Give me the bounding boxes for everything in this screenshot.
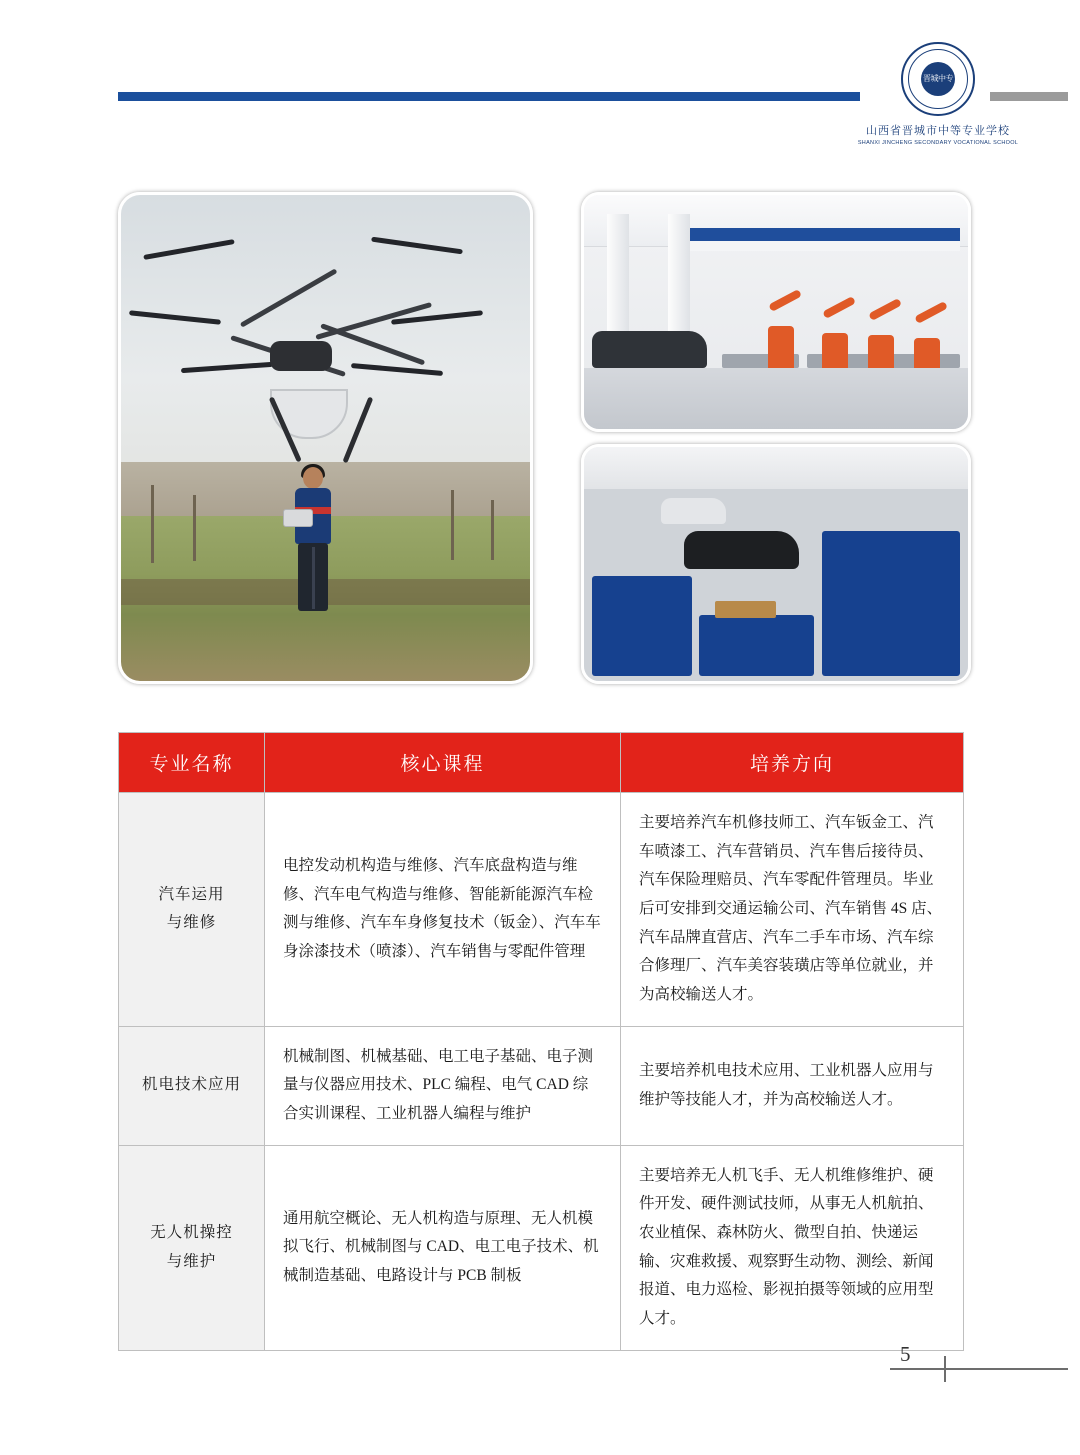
tree-icon <box>451 490 454 560</box>
majors-table <box>118 732 964 1351</box>
industrial-robot-arm <box>768 326 794 368</box>
remote-controller-icon <box>283 509 313 527</box>
podium-table <box>715 601 776 617</box>
header-blue-rule <box>118 92 860 101</box>
school-name-cn: 山西省晋城市中等专业学校 <box>866 125 1010 137</box>
school-name-en: SHANXI JINCHENG SECONDARY VOCATIONAL SCHOOL <box>857 140 1019 146</box>
page-header <box>0 0 1080 175</box>
lab-floor <box>584 368 968 429</box>
industrial-robot-arm <box>914 338 940 368</box>
page-footer <box>0 1340 1080 1400</box>
column-header-core-courses: 核心课程 <box>265 733 621 793</box>
cell-core-courses: 电控发动机构造与维修、汽车底盘构造与维修、汽车电气构造与维修、智能新能源汽车检测与维修、汽车车身修复技术（钣金）、汽车车身涂漆技术（喷漆）、汽车销售与零配件管理 <box>265 793 621 1027</box>
student-figure <box>289 467 337 617</box>
industrial-robot-arm <box>868 335 894 368</box>
table-header-row <box>119 733 964 793</box>
table-row <box>119 793 964 1027</box>
school-seal-icon <box>901 42 975 116</box>
seated-students-group <box>699 615 814 676</box>
cell-major-name: 汽车运用 与维修 <box>119 793 265 1027</box>
auto-assembly-hall-photo <box>581 444 971 684</box>
cell-training-direction: 主要培养无人机飞手、无人机维修维护、硬件开发、硬件测试技师，从事无人机航拍、农业植保、森林防火、微型自拍、快递运输、灾难救援、观察野生动物、测绘、新闻报道、电力巡检、影视拍摄等领域的应用型人才。 <box>621 1145 964 1350</box>
head <box>303 467 323 489</box>
cell-training-direction: 主要培养汽车机修技师工、汽车钣金工、汽车喷漆工、汽车营销员、汽车售后接待员、汽车保险理赔员、汽车零配件管理员。毕业后可安排到交通运输公司、汽车销售 4S 店、汽车品牌直营店、汽车二手车市场、汽车综合修理厂、汽车美容装璜店等单位就业，并为高校输送人才。 <box>621 793 964 1027</box>
cell-training-direction: 主要培养机电技术应用、工业机器人应用与维护等技能人才，并为高校输送人才。 <box>621 1026 964 1145</box>
lab-wall-banner <box>684 228 961 251</box>
black-car <box>684 531 799 568</box>
cell-core-courses: 机械制图、机械基础、电工电子基础、电子测量与仪器应用技术、PLC 编程、电气 CAD 综合实训课程、工业机器人编程与维护 <box>265 1026 621 1145</box>
table-row <box>119 1026 964 1145</box>
drone-field-photo <box>118 192 533 684</box>
cell-major-name: 机电技术应用 <box>119 1026 265 1145</box>
footer-rule <box>890 1368 1068 1370</box>
robot-lab-photo <box>581 192 971 432</box>
photo-collage <box>118 192 963 684</box>
column-header-major-name: 专业名称 <box>119 733 265 793</box>
legs <box>298 543 328 611</box>
cell-major-name: 无人机操控 与维护 <box>119 1145 265 1350</box>
seated-students-group <box>822 531 960 676</box>
hall-roof <box>584 447 968 490</box>
table-row <box>119 1145 964 1350</box>
white-car <box>661 498 726 524</box>
tree-icon <box>151 485 154 563</box>
vehicle-chassis <box>592 331 707 368</box>
tree-icon <box>193 495 196 561</box>
page-number: 5 <box>900 1342 911 1366</box>
seal-core-text: 晋城中专 <box>921 62 955 96</box>
school-logo <box>848 42 1028 146</box>
seated-students-group <box>592 576 692 677</box>
cell-core-courses: 通用航空概论、无人机构造与原理、无人机模拟飞行、机械制图与 CAD、电工电子技术、机械制造基础、电路设计与 PCB 制板 <box>265 1145 621 1350</box>
footer-tick-mark <box>944 1356 946 1382</box>
tree-icon <box>491 500 494 560</box>
majors-table-container <box>118 732 963 1351</box>
column-header-training-direction: 培养方向 <box>621 733 964 793</box>
drone-body <box>270 341 332 371</box>
industrial-robot-arm <box>822 333 848 368</box>
